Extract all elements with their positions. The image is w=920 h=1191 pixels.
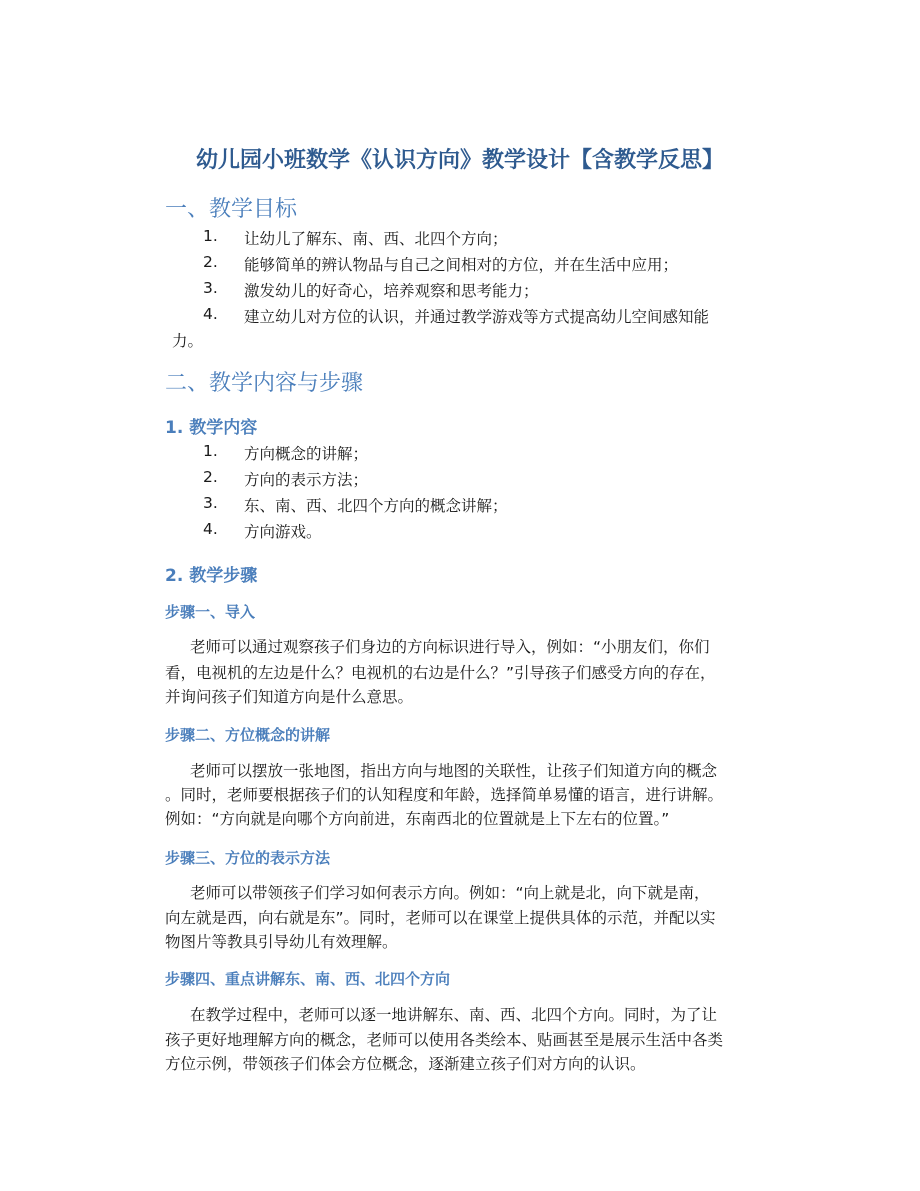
list-item: 能够简单的辨认物品与自己之间相对的方位，并在生活中应用； xyxy=(244,256,679,274)
list-number: 1. xyxy=(203,442,218,460)
step-heading: 步骤四、重点讲解东、南、西、北四个方向 xyxy=(165,970,451,988)
subsection-heading-content: 1. 教学内容 xyxy=(165,418,258,438)
step-heading: 步骤一、导入 xyxy=(165,603,256,621)
paragraph-line: 老师可以通过观察孩子们身边的方向标识进行导入，例如：“小朋友们，你们 xyxy=(190,638,710,656)
list-item: 方向游戏。 xyxy=(244,523,322,541)
list-item-continuation: 力。 xyxy=(172,332,204,350)
list-number: 1. xyxy=(203,227,218,245)
paragraph-line: 老师可以带领孩子们学习如何表示方向。例如：“向上就是北，向下就是南， xyxy=(190,884,710,902)
paragraph-line: 方位示例，带领孩子们体会方位概念，逐渐建立孩子们对方向的认识。 xyxy=(165,1055,646,1073)
subsection-heading-steps: 2. 教学步骤 xyxy=(165,566,258,586)
list-number: 4. xyxy=(203,305,218,323)
list-number: 4. xyxy=(203,520,218,538)
list-item: 方向概念的讲解； xyxy=(244,445,369,463)
paragraph-line: 物图片等教具引导幼儿有效理解。 xyxy=(165,933,398,951)
paragraph-line: 向左就是西，向右就是东”。同时，老师可以在课堂上提供具体的示范，并配以实 xyxy=(165,909,716,927)
list-item: 方向的表示方法； xyxy=(244,471,369,489)
list-item: 东、南、西、北四个方向的概念讲解； xyxy=(244,497,508,515)
paragraph-line: 例如：“方向就是向哪个方向前进，东南西北的位置就是上下左右的位置。” xyxy=(165,810,670,828)
paragraph-line: 孩子更好地理解方向的概念，老师可以使用各类绘本、贴画甚至是展示生活中各类 xyxy=(165,1031,724,1049)
list-number: 2. xyxy=(203,468,218,486)
step-heading: 步骤二、方位概念的讲解 xyxy=(165,726,331,744)
list-item: 激发幼儿的好奇心，培养观察和思考能力； xyxy=(244,282,539,300)
step-heading: 步骤三、方位的表示方法 xyxy=(165,849,331,867)
list-item: 让幼儿了解东、南、西、北四个方向； xyxy=(244,230,508,248)
section-heading-content-steps: 二、教学内容与步骤 xyxy=(165,371,364,396)
paragraph-line: 老师可以摆放一张地图，指出方向与地图的关联性，让孩子们知道方向的概念 xyxy=(190,762,718,780)
paragraph-line: 并询问孩子们知道方向是什么意思。 xyxy=(165,688,414,706)
list-number: 3. xyxy=(203,494,218,512)
paragraph-line: 看，电视机的左边是什么？电视机的右边是什么？”引导孩子们感受方向的存在， xyxy=(165,664,716,682)
paragraph-line: 。同时，老师要根据孩子们的认知程度和年龄，选择简单易懂的语言，进行讲解。 xyxy=(165,786,724,804)
section-heading-objectives: 一、教学目标 xyxy=(165,197,298,222)
document-title: 幼儿园小班数学《认识方向》教学设计【含教学反思】 xyxy=(195,148,724,173)
list-item: 建立幼儿对方位的认识，并通过教学游戏等方式提高幼儿空间感知能 xyxy=(244,308,710,326)
paragraph-line: 在教学过程中，老师可以逐一地讲解东、南、西、北四个方向。同时，为了让 xyxy=(190,1006,718,1024)
list-number: 3. xyxy=(203,279,218,297)
list-number: 2. xyxy=(203,253,218,271)
